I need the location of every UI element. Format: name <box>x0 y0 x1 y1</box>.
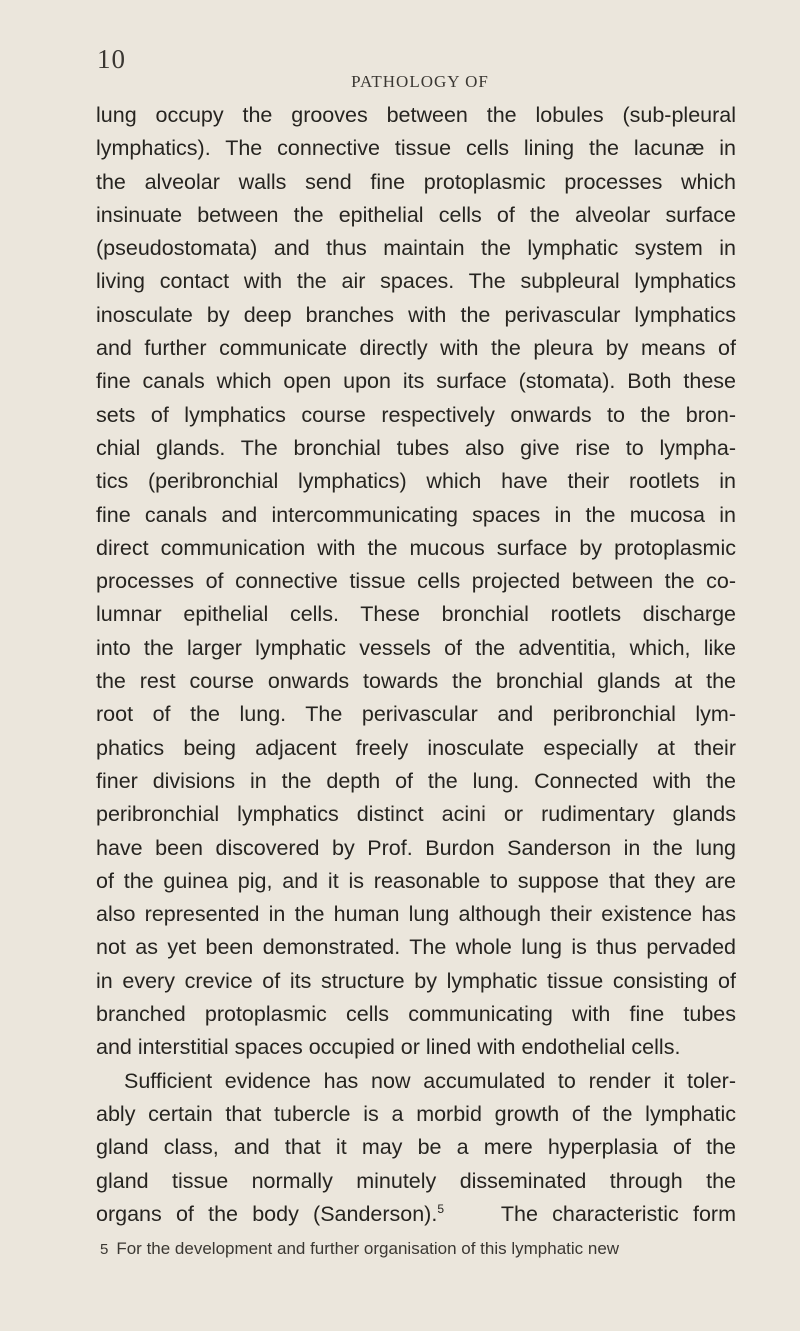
text-line: sets of lymphatics course respectively onwards to the bron- <box>96 402 736 427</box>
text-segment: organs of the body (Sanderson). <box>96 1201 438 1226</box>
running-head: PATHOLOGY OF <box>351 72 489 91</box>
text-line: living contact with the air spaces. The subpleural lymphatics <box>96 269 736 294</box>
text-line: also represented in the human lung although their existence has <box>96 902 736 927</box>
footnote-reference: 5 <box>437 1201 445 1216</box>
text-line: in every crevice of its structure by lymphatic tissue consisting of <box>96 968 736 993</box>
text-line: lung occupy the grooves between the lobules (sub-pleural <box>96 103 736 127</box>
text-line: ably certain that tubercle is a morbid growth of the lymphatic <box>96 1101 736 1126</box>
text-line: have been discovered by Prof. Burdon Sanderson in the lung <box>96 835 736 860</box>
footnote-marker: 5 <box>100 1241 109 1258</box>
text-line: lymphatics). The connective tissue cells lining the lacunæ in <box>96 136 736 161</box>
text-line: direct communication with the mucous surface by protoplasmic <box>96 535 736 560</box>
text-line: the alveolar walls send fine protoplasmic processes which <box>96 169 736 194</box>
text-line: root of the lung. The perivascular and peribronchial lym- <box>96 702 736 727</box>
text-line: finer divisions in the depth of the lung. Connected with the <box>96 768 736 793</box>
text-line: and interstitial spaces occupied or lined with endothelial cells. <box>96 1035 681 1060</box>
body-text <box>96 99 736 1231</box>
text-line: fine canals and intercommunicating spaces in the mucosa in <box>96 502 736 527</box>
text-line: into the larger lymphatic vessels of the adventitia, which, like <box>96 635 736 660</box>
text-line: chial glands. The bronchial tubes also give rise to lympha- <box>96 435 736 460</box>
text-line: tics (peribronchial lymphatics) which have their rootlets in <box>96 469 736 494</box>
page-number: 10 <box>97 44 126 74</box>
text-line: processes of connective tissue cells projected between the co- <box>96 569 736 594</box>
text-line: Sufficient evidence has now accumulated to render it toler- <box>124 1068 736 1093</box>
text-line: insinuate between the epithelial cells of the alveolar surface <box>96 202 736 227</box>
text-line: and further communicate directly with the pleura by means of <box>96 336 736 361</box>
text-line: fine canals which open upon its surface (stomata). Both these <box>96 369 736 394</box>
text-segment: The characteristic form <box>500 1201 736 1226</box>
footnote <box>100 1237 740 1262</box>
footnote-text: For the development and further organisation of this lymphatic new <box>116 1239 620 1258</box>
text-line: peribronchial lymphatics distinct acini or rudimentary glands <box>96 802 736 827</box>
text-line: the rest course onwards towards the bronchial glands at the <box>96 669 736 694</box>
text-line <box>96 1198 736 1231</box>
text-line: inosculate by deep branches with the perivascular lymphatics <box>96 302 736 327</box>
text-line: not as yet been demonstrated. The whole lung is thus pervaded <box>96 935 736 960</box>
text-line: of the guinea pig, and it is reasonable to suppose that they are <box>96 868 736 893</box>
text-line: gland class, and that it may be a mere hyperplasia of the <box>96 1135 736 1160</box>
text-line: branched protoplasmic cells communicating with fine tubes <box>96 1002 736 1027</box>
text-line: (pseudostomata) and thus maintain the lymphatic system in <box>96 236 736 261</box>
text-line: gland tissue normally minutely disseminated through the <box>96 1168 736 1193</box>
text-line: lumnar epithelial cells. These bronchial rootlets discharge <box>96 602 736 627</box>
text-line: phatics being adjacent freely inosculate especially at their <box>96 735 736 760</box>
